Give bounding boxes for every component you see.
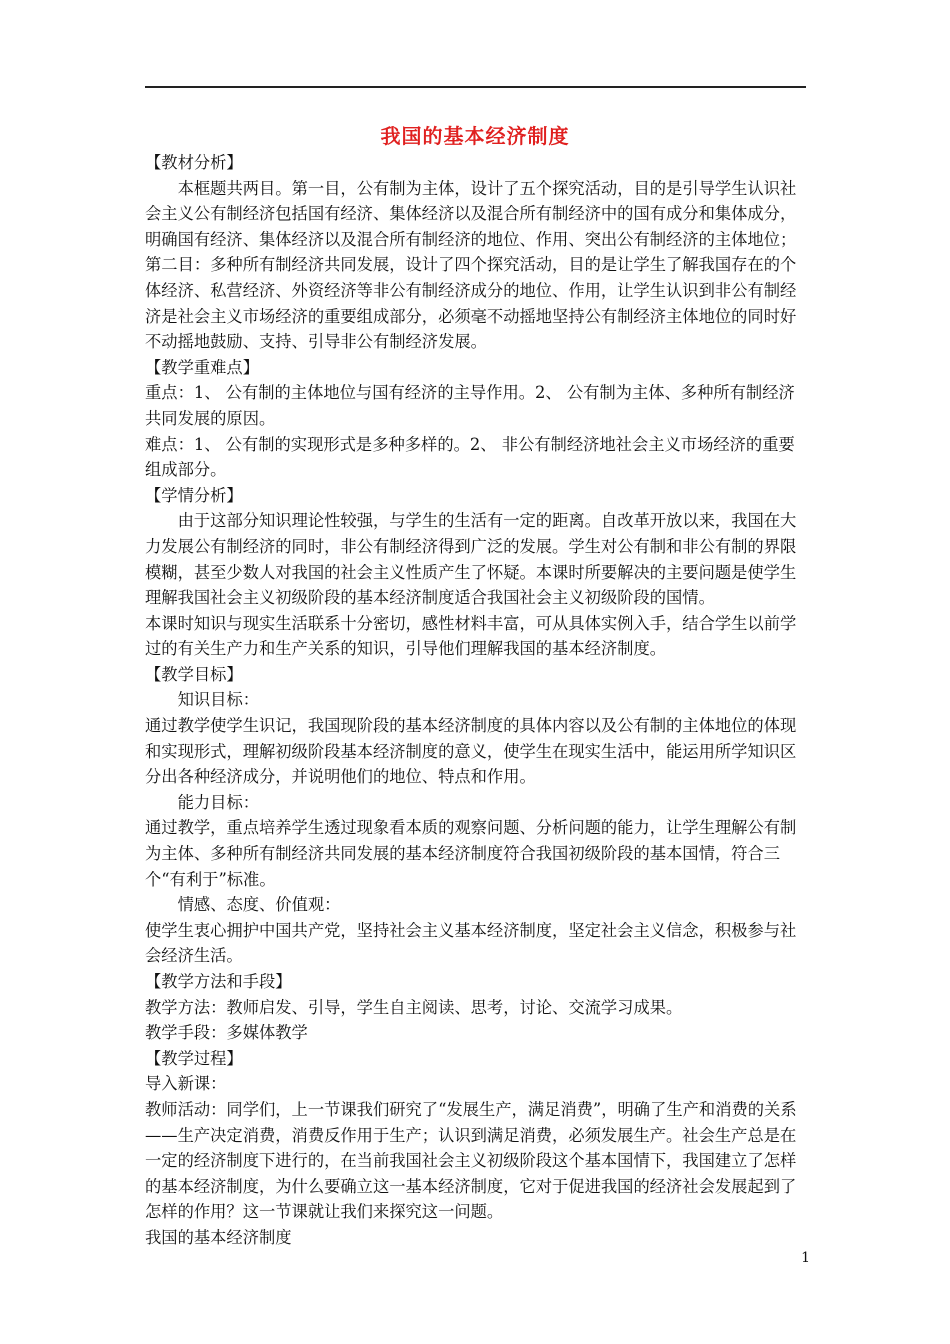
- document-body: [145, 150, 810, 1251]
- header-rule: [145, 86, 806, 88]
- difficult-points-text: 难点：1、 公有制的实现形式是多种多样的。2、 非公有制经济地社会主义市场经济的重要组成部分。: [145, 434, 795, 480]
- emotion-objective-label: 情感、态度、价值观：: [177, 895, 341, 915]
- student-analysis-paragraph-1: 由于这部分知识理论性较强，与学生的生活有一定的距离。自改革开放以来，我国在大力发展公有制经济的同时，非公有制经济得到广泛的发展。学生对公有制和非公有制的界限模糊，甚至少数人对我国的社会主义性质产生了怀疑。本课时所要解决的主要问题是使学生理解我国社会主义初级阶段的基本经济制度适合我国社会主义初级阶段的国情。: [145, 511, 797, 608]
- page-number: 1: [801, 1250, 810, 1266]
- document-title: 我国的基本经济制度: [380, 124, 570, 148]
- section-heading-key-points: 【教学重难点】: [145, 357, 259, 377]
- section-heading-textbook-analysis: 【教材分析】: [145, 153, 243, 172]
- section-heading-process: 【教学过程】: [145, 1048, 243, 1068]
- textbook-analysis-paragraph: 本框题共两目。第一目，公有制为主体，设计了五个探究活动，目的是引导学生认识社会主义公有制经济包括国有经济、集体经济以及混合所有制经济中的国有成分和集体成分，明确国有经济、集体经济以及混合所有制经济的地位、作用、突出公有制经济的主体地位；第二目：多种所有制经济共同发展，设计了四个探究活动，目的是让学生了解我国存在的个体经济、私营经济、外资经济等非公有制经济成分的地位、作用，让学生认识到非公有制经济是社会主义市场经济的重要组成部分，必须毫不动摇地坚持公有制经济主体地位的同时好不动摇地鼓励、支持、引导非公有制经济发展。: [145, 178, 797, 352]
- knowledge-objective-text: 通过教学使学生识记，我国现阶段的基本经济制度的具体内容以及公有制的主体地位的体现和实现形式，理解初级阶段基本经济制度的意义，使学生在现实生活中，能运用所学知识区分出各种经济成分，并说明他们的地位、特点和作用。: [145, 716, 797, 787]
- section-heading-student-analysis: 【学情分析】: [145, 485, 243, 505]
- intro-label: 导入新课：: [145, 1074, 227, 1094]
- key-points-text: 重点：1、 公有制的主体地位与国有经济的主导作用。2、 公有制为主体、多种所有制经济共同发展的原因。: [145, 383, 795, 428]
- ability-objective-label: 能力目标：: [177, 792, 260, 812]
- teacher-activity-text: 教师活动：同学们，上一节课我们研究了“发展生产，满足消费”，明确了生产和消费的关系——生产决定消费，消费反作用于生产；认识到满足消费，必须发展生产。社会生产总是在一定的经济制度下进行的，在当前我国社会主义初级阶段这个基本国情下，我国建立了怎样的基本经济制度，为什么要确立这一基本经济制度，它对于促进我国的经济社会发展起到了怎样的作用？这一节课就让我们来探究这一问题。: [145, 1099, 797, 1222]
- ability-objective-text: 通过教学，重点培养学生透过现象看本质的观察问题、分析问题的能力，让学生理解公有制为主体、多种所有制经济共同发展的基本经济制度符合我国初级阶段的基本国情，符合三个“有利于”标准。: [145, 818, 797, 889]
- student-analysis-paragraph-2: 本课时知识与现实生活联系十分密切，感性材料丰富，可从具体实例入手，结合学生以前学过的有关生产力和生产关系的知识，引导他们理解我国的基本经济制度。: [145, 613, 797, 659]
- knowledge-objective-label: 知识目标：: [177, 690, 260, 710]
- teaching-method-text: 教学方法：教师启发、引导，学生自主阅读、思考，讨论、交流学习成果。: [145, 997, 683, 1017]
- closing-title: 我国的基本经济制度: [145, 1227, 292, 1247]
- section-heading-methods: 【教学方法和手段】: [145, 972, 292, 991]
- emotion-objective-text: 使学生衷心拥护中国共产党，坚持社会主义基本经济制度，坚定社会主义信念，积极参与社会经济生活。: [145, 920, 797, 966]
- section-heading-objectives: 【教学目标】: [145, 664, 243, 684]
- teaching-means-text: 教学手段：多媒体教学: [145, 1023, 308, 1043]
